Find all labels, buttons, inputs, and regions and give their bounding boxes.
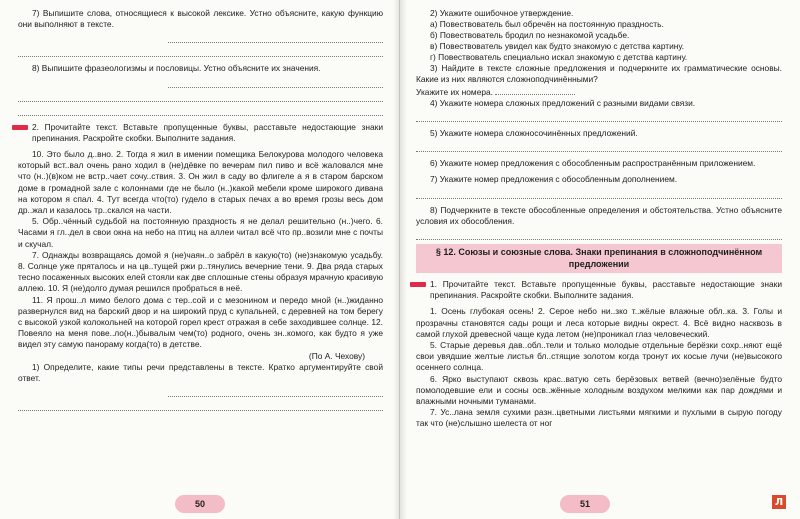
exercise-1-heading-block — [416, 279, 782, 301]
exercise-marker-icon — [12, 125, 28, 130]
task-5: 5) Укажите номера сложносочинённых предложений. — [430, 128, 638, 139]
answer-line — [18, 89, 383, 102]
task-8: 8) Подчеркните в тексте обособленные определения и обстоятельства. Устно объясните условия их обособления. — [416, 204, 782, 226]
text-paragraph: 6. Ярко выступают сквозь крас..ватую сеть берёзовых ветвей (вечно)зелёные будто помолодевшие ели и сосны осв..жённые холодным воздухом мелкими как пар дождями и влажными ночными туманами. — [416, 373, 782, 407]
text-paragraph: 11. Я прош..л мимо белого дома с тер..сой и с мезонином и передо мной (н..)жиданно развернулся вид на барский двор и на широкий пруд с купальней, с деревней на том берегу с высокой узкой колокольней на которой горел крест отражая в себе заходившее солнце. 12. Повеяло на меня пове..ло(н..)бывалым чем(то) родного, очень зн..комого, как будто я уже видел эту самую панораму когда(то) в детстве. — [18, 294, 383, 350]
option-a: а) Повествователь был обречён на постоянную праздность. — [430, 19, 664, 30]
right-page — [400, 0, 800, 519]
answer-line — [18, 44, 383, 57]
answer-line — [168, 384, 383, 397]
option-c: в) Повествователь увидел как будто знакомую с детства картину. — [430, 41, 685, 52]
answer-line — [416, 186, 782, 199]
answer-line — [416, 109, 782, 122]
task-1: 1) Определите, какие типы речи представлены в тексте. Кратко аргументируйте свой ответ. — [18, 361, 383, 384]
author-signature: (По А. Чехову) — [308, 350, 365, 361]
section-title: § 12. Союзы и союзные слова. Знаки препинания в сложноподчинённом предложении — [416, 244, 782, 273]
task-8: 8) Выпишите фразеологизмы и пословицы. Устно объясните их значения. — [32, 63, 321, 74]
task-3-numbers-label: Укажите их номера. — [416, 86, 782, 98]
task-3: 3) Найдите в тексте сложные предложения и подчеркните их грамматические основы. Какие из них являются сложноподчинёнными? — [416, 63, 782, 85]
text-paragraph: 7. Однажды возвращаясь домой я (не)чаян..о забрёл в какую(то) (не)знакомую усадьбу. 8. Солнце уже пряталось и на цв..тущей ржи р..тянулись вечерние тени. 9. Два ряда старых тесно посаженных высоких елей стояли как две сплошные стены образуя мрачную красивую аллею. 10. Я (не)долго думая решился пробраться в неё. — [18, 249, 383, 294]
answer-line — [495, 86, 575, 95]
answer-line — [18, 103, 383, 116]
text-paragraph: 5. Старые деревья дав..обл..тели и только молодые отдельные берёзки сохр..няют ещё свои увядшие желтые листья бл..стящие золотом когда тронут их косые лучи (не)высокого осеннего солнца. — [416, 340, 782, 373]
option-d: г) Повествователь специально искал знакомую с детства картину. — [430, 52, 688, 63]
text-paragraph: 1. Осень глубокая осень! 2. Серое небо ни..зко т..жёлые влажные обл..ка. 3. Голы и прозрачны становятся сады рощи и леса которые видны окрест. 4. Всё видно насквозь в самой глухой древесной чаще куда летом (не)проникал глаз человеческий. — [416, 306, 782, 339]
page-number: 50 — [175, 495, 225, 513]
page-number: 51 — [560, 495, 610, 513]
answer-line — [168, 75, 383, 88]
answer-line — [18, 398, 383, 411]
exercise-2-heading-block — [18, 122, 383, 144]
task-7: 7) Выпишите слова, относящиеся к высокой лексике. Устно объясните, какую функцию они выполняют в тексте. — [18, 8, 383, 30]
option-b: б) Повествователь бродил по незнакомой усадьбе. — [430, 30, 630, 41]
task-6: 6) Укажите номер предложения с обособленным распространённым приложением. — [430, 158, 756, 169]
exercise-marker-icon — [410, 282, 426, 287]
text-paragraph: 10. Это было д..вно. 2. Тогда я жил в имении помещика Белокурова молодого человека который вст..вал очень рано ходил в (не)дёвке по вечерам пил пиво и всё жаловался мне что (н..)(в)ком не встр..чает сочу..ствия. 3. Он жил в саду во флигеле а я в старом барском доме в громадной зале с колоннами где не было (н..)какой мебели кроме широкого дивана на котором я спал. 4. Тут всегда что(то) гудело в старых печах а во время грозы весь дом др..жал и казалось тр..скался на части. — [18, 149, 383, 216]
answer-line — [416, 227, 782, 240]
task-7: 7) Укажите номер предложения с обособленным дополнением. — [430, 174, 678, 185]
answer-line — [168, 30, 383, 43]
answer-line — [416, 139, 782, 152]
exercise-2-heading: 2. Прочитайте текст. Вставьте пропущенные буквы, расставьте недостающие знаки препинания. Раскройте скобки. Выполните задания. — [32, 121, 383, 143]
publisher-logo-icon: Л — [772, 495, 786, 509]
task-2: 2) Укажите ошибочное утверждение. — [430, 8, 574, 18]
task-4: 4) Укажите номера сложных предложений с разными видами связи. — [430, 97, 696, 108]
text-paragraph: 7. Ус..лана земля сухими разн..цветными листьями мягкими и пухлыми в сырую погоду так что (не)слышно шелеста от ног — [416, 407, 782, 429]
text-paragraph: 5. Обр..чённый судьбой на постоянную праздность я не делал решительно (н..)чего. 6. Часами я гл..дел в свои окна на небо на птиц на аллеи читал всё что пр..возили мне с почты и скучал. — [18, 216, 383, 249]
exercise-1-heading: 1. Прочитайте текст. Вставьте пропущенные буквы, расставьте недостающие знаки препинания. Раскройте скобки. Выполните задания. — [430, 279, 782, 301]
